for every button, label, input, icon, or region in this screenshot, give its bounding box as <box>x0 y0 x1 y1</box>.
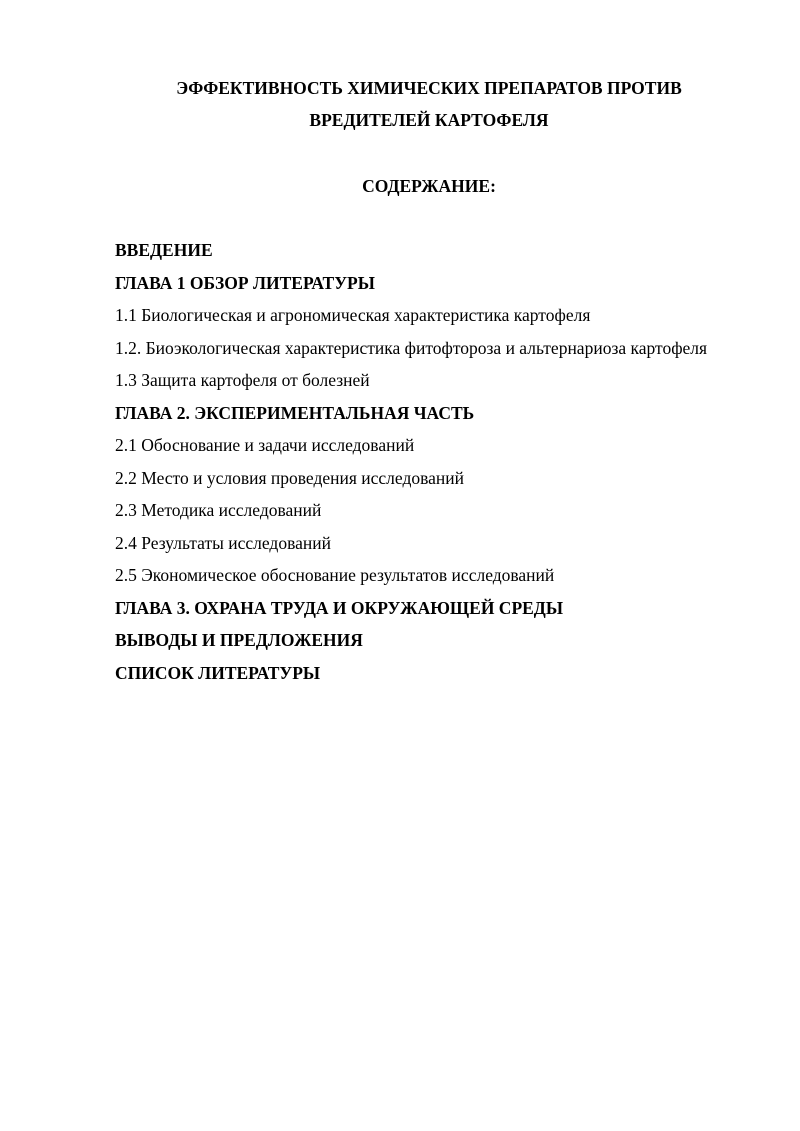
contents-heading: СОДЕРЖАНИЕ: <box>362 176 496 196</box>
table-of-contents <box>115 234 743 689</box>
toc-item: 2.4 Результаты исследований <box>115 532 331 553</box>
toc-item: ВЫВОДЫ И ПРЕДЛОЖЕНИЯ <box>115 630 363 650</box>
toc-item: 2.5 Экономическое обоснование результатов исследований <box>115 565 555 585</box>
toc-item: ГЛАВА 3. ОХРАНА ТРУДА И ОКРУЖАЮЩЕЙ СРЕДЫ <box>115 597 564 618</box>
toc-item: ГЛАВА 1 ОБЗОР ЛИТЕРАТУРЫ <box>115 272 375 293</box>
toc-item: 1.2. Биоэкологическая характеристика фитофтороза и альтернариоза картофеля <box>115 337 708 358</box>
toc-item: 1.3 Защита картофеля от болезней <box>115 370 370 390</box>
toc-item: ГЛАВА 2. ЭКСПЕРИМЕНТАЛЬНАЯ ЧАСТЬ <box>115 402 475 423</box>
document-title: ЭФФЕКТИВНОСТЬ ХИМИЧЕСКИХ ПРЕПАРАТОВ ПРОТИВ ВРЕДИТЕЛЕЙ КАРТОФЕЛЯ <box>176 78 682 130</box>
toc-item: СПИСОК ЛИТЕРАТУРЫ <box>115 662 321 683</box>
toc-item: ВВЕДЕНИЕ <box>115 240 213 260</box>
toc-item: 2.2 Место и условия проведения исследований <box>115 467 464 488</box>
toc-item: 2.3 Методика исследований <box>115 500 322 520</box>
toc-item: 2.1 Обоснование и задачи исследований <box>115 435 415 455</box>
toc-item: 1.1 Биологическая и агрономическая характеристика картофеля <box>115 305 591 325</box>
